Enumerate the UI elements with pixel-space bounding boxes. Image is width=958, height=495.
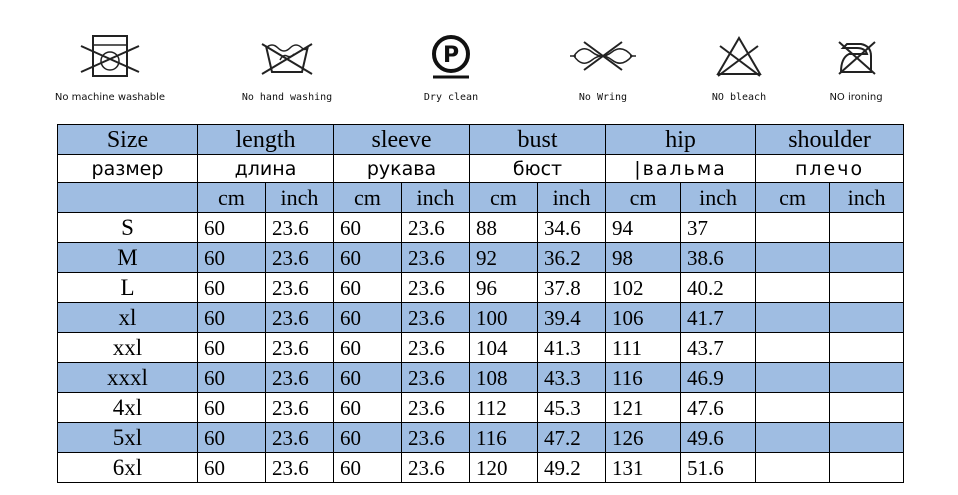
measurement-cell — [830, 333, 904, 363]
measurement-cell: 39.4 — [538, 303, 606, 333]
care-instructions — [0, 0, 958, 115]
measurement-cell — [756, 423, 830, 453]
unit-cm: cm — [198, 183, 266, 213]
unit-cm: cm — [470, 183, 538, 213]
measurement-cell: 36.2 — [538, 243, 606, 273]
care-item-dry-clean — [386, 30, 516, 103]
measurement-cell: 23.6 — [402, 363, 470, 393]
measurement-cell: 102 — [606, 273, 681, 303]
measurement-cell: 37.8 — [538, 273, 606, 303]
measurement-cell: 43.3 — [538, 363, 606, 393]
measurement-cell: 88 — [470, 213, 538, 243]
measurement-cell: 111 — [606, 333, 681, 363]
measurement-cell — [830, 393, 904, 423]
measurement-cell: 23.6 — [402, 423, 470, 453]
measurement-cell — [756, 393, 830, 423]
size-label: M — [58, 243, 198, 273]
measurement-cell: 60 — [334, 333, 402, 363]
table-row — [58, 333, 904, 363]
unit-inch: inch — [681, 183, 756, 213]
unit-cm: cm — [606, 183, 681, 213]
no-wring-icon — [568, 30, 638, 86]
care-label: No Wring — [578, 92, 628, 103]
measurement-cell — [756, 243, 830, 273]
measurement-cell: 60 — [334, 393, 402, 423]
measurement-cell: 60 — [334, 423, 402, 453]
size-chart-table — [57, 124, 904, 483]
size-label: xl — [58, 303, 198, 333]
measurement-cell — [830, 213, 904, 243]
header-shoulder: shoulder — [756, 125, 904, 155]
measurement-cell: 60 — [334, 273, 402, 303]
table-row — [58, 213, 904, 243]
header-sleeve: sleeve — [334, 125, 470, 155]
measurement-cell: 23.6 — [402, 273, 470, 303]
measurement-cell: 60 — [334, 243, 402, 273]
measurement-cell — [756, 273, 830, 303]
care-label: No hand washing — [241, 92, 333, 103]
no-hand-wash-icon — [252, 30, 322, 86]
measurement-cell: 49.6 — [681, 423, 756, 453]
measurement-cell: 60 — [198, 393, 266, 423]
measurement-cell: 126 — [606, 423, 681, 453]
unit-cm: cm — [334, 183, 402, 213]
measurement-cell: 60 — [334, 453, 402, 483]
measurement-cell — [756, 213, 830, 243]
measurement-cell: 23.6 — [266, 243, 334, 273]
care-item-no-machine-wash — [45, 30, 175, 103]
measurement-cell: 104 — [470, 333, 538, 363]
measurement-cell: 41.7 — [681, 303, 756, 333]
unit-cm: cm — [756, 183, 830, 213]
care-label: NO bleach — [711, 92, 767, 103]
measurement-cell: 60 — [198, 423, 266, 453]
table-row — [58, 423, 904, 453]
unit-row — [58, 183, 904, 213]
measurement-cell: 40.2 — [681, 273, 756, 303]
measurement-cell: 37 — [681, 213, 756, 243]
measurement-cell: 60 — [198, 273, 266, 303]
table-row — [58, 393, 904, 423]
measurement-cell — [830, 243, 904, 273]
measurement-cell — [830, 273, 904, 303]
measurement-cell: 23.6 — [402, 303, 470, 333]
measurement-cell: 112 — [470, 393, 538, 423]
measurement-cell: 60 — [198, 453, 266, 483]
header-bust-ru: бюст — [470, 155, 606, 183]
measurement-cell: 43.7 — [681, 333, 756, 363]
size-label: xxxl — [58, 363, 198, 393]
measurement-cell — [830, 363, 904, 393]
table-row — [58, 303, 904, 333]
size-label: L — [58, 273, 198, 303]
measurement-cell: 92 — [470, 243, 538, 273]
measurement-cell: 23.6 — [266, 303, 334, 333]
measurement-cell: 121 — [606, 393, 681, 423]
unit-inch: inch — [538, 183, 606, 213]
measurement-cell: 60 — [334, 363, 402, 393]
measurement-cell: 106 — [606, 303, 681, 333]
care-label: Dry clean — [423, 92, 479, 103]
size-label: 6xl — [58, 453, 198, 483]
measurement-cell: 41.3 — [538, 333, 606, 363]
measurement-cell: 23.6 — [266, 333, 334, 363]
unit-inch: inch — [830, 183, 904, 213]
header-bust: bust — [470, 125, 606, 155]
measurement-cell: 23.6 — [266, 453, 334, 483]
measurement-cell: 46.9 — [681, 363, 756, 393]
care-label: No machine washable — [54, 92, 166, 103]
no-machine-wash-icon — [75, 30, 145, 86]
measurement-cell: 23.6 — [266, 213, 334, 243]
care-item-no-bleach — [674, 30, 804, 103]
no-ironing-icon — [821, 30, 891, 86]
table-row — [58, 453, 904, 483]
header-size: Size — [58, 125, 198, 155]
unit-inch: inch — [266, 183, 334, 213]
size-label: 4xl — [58, 393, 198, 423]
measurement-cell — [830, 303, 904, 333]
measurement-cell: 23.6 — [266, 423, 334, 453]
measurement-cell: 23.6 — [402, 393, 470, 423]
measurement-cell: 23.6 — [266, 273, 334, 303]
measurement-cell: 60 — [334, 213, 402, 243]
header-row-en — [58, 125, 904, 155]
measurement-cell: 60 — [334, 303, 402, 333]
dry-clean-icon — [416, 30, 486, 86]
care-item-no-wring — [538, 30, 668, 103]
measurement-cell — [756, 333, 830, 363]
header-hip-ru: |вальма — [606, 155, 756, 183]
header-length: length — [198, 125, 334, 155]
header-length-ru: длина — [198, 155, 334, 183]
unit-blank — [58, 183, 198, 213]
measurement-cell: 60 — [198, 363, 266, 393]
measurement-cell — [830, 423, 904, 453]
header-hip: hip — [606, 125, 756, 155]
measurement-cell: 94 — [606, 213, 681, 243]
measurement-cell: 96 — [470, 273, 538, 303]
dry-clean-letter: P — [442, 43, 460, 68]
measurement-cell: 23.6 — [266, 393, 334, 423]
measurement-cell: 120 — [470, 453, 538, 483]
header-size-ru: размер — [58, 155, 198, 183]
measurement-cell: 60 — [198, 303, 266, 333]
care-item-no-ironing — [791, 30, 921, 103]
measurement-cell — [756, 453, 830, 483]
measurement-cell: 98 — [606, 243, 681, 273]
table-row — [58, 363, 904, 393]
measurement-cell: 49.2 — [538, 453, 606, 483]
header-row-ru — [58, 155, 904, 183]
measurement-cell — [756, 363, 830, 393]
measurement-cell: 23.6 — [402, 453, 470, 483]
measurement-cell: 23.6 — [266, 363, 334, 393]
measurement-cell: 23.6 — [402, 213, 470, 243]
measurement-cell: 131 — [606, 453, 681, 483]
header-sleeve-ru: рукава — [334, 155, 470, 183]
size-label: xxl — [58, 333, 198, 363]
no-bleach-icon — [704, 30, 774, 86]
measurement-cell: 34.6 — [538, 213, 606, 243]
measurement-cell: 108 — [470, 363, 538, 393]
measurement-cell: 47.2 — [538, 423, 606, 453]
measurement-cell: 23.6 — [402, 243, 470, 273]
size-label: 5xl — [58, 423, 198, 453]
measurement-cell: 100 — [470, 303, 538, 333]
measurement-cell: 45.3 — [538, 393, 606, 423]
measurement-cell: 47.6 — [681, 393, 756, 423]
measurement-cell: 51.6 — [681, 453, 756, 483]
unit-inch: inch — [402, 183, 470, 213]
table-row — [58, 243, 904, 273]
measurement-cell — [830, 453, 904, 483]
header-shoulder-ru: плечо — [756, 155, 904, 183]
measurement-cell: 60 — [198, 213, 266, 243]
measurement-cell: 38.6 — [681, 243, 756, 273]
measurement-cell: 116 — [470, 423, 538, 453]
measurement-cell: 60 — [198, 243, 266, 273]
table-row — [58, 273, 904, 303]
measurement-cell: 116 — [606, 363, 681, 393]
care-item-no-hand-wash — [222, 30, 352, 103]
care-label: NO ironing — [829, 92, 883, 103]
measurement-cell: 23.6 — [402, 333, 470, 363]
measurement-cell: 60 — [198, 333, 266, 363]
size-label: S — [58, 213, 198, 243]
measurement-cell — [756, 303, 830, 333]
